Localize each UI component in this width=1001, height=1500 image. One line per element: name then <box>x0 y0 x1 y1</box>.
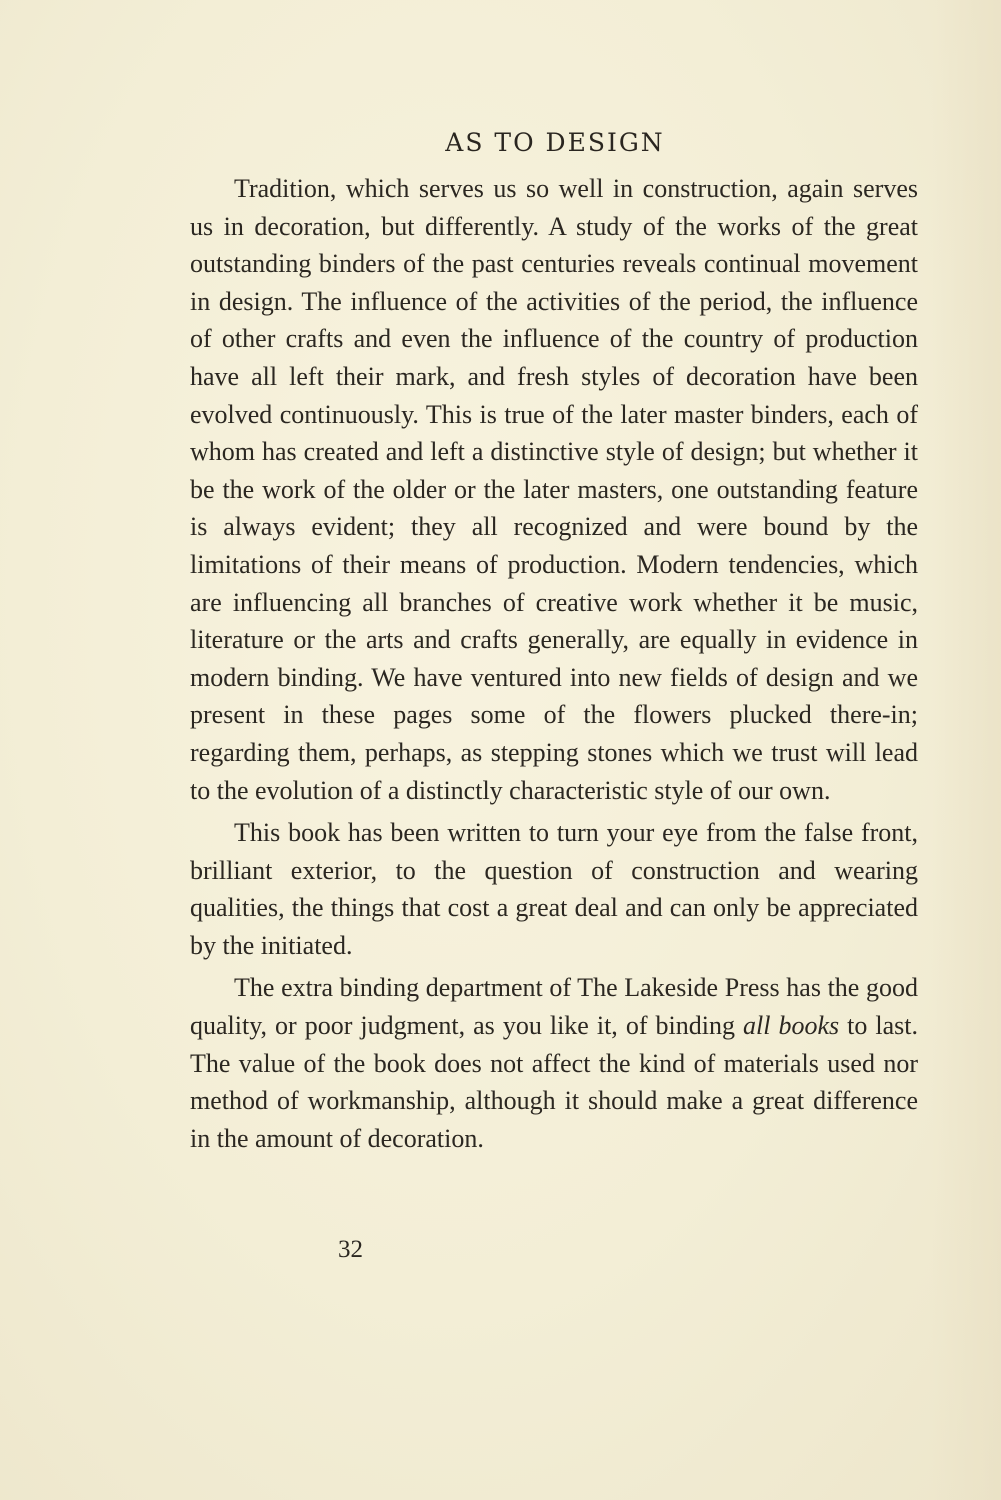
paragraph-text-end: to last. The value of the book does not affect the kind of materials used nor method of workmanship, although it should make a great difference in the amount of decoration. <box>190 1011 918 1153</box>
page-number: 32 <box>338 1236 363 1263</box>
paragraph-tradition: Tradition, which serves us so well in construction, again serves us in decoration, but differently. A study of the works of the great outstanding binders of the past centuries reveals continual movement in design. The influence of the activities of the period, the influence of other crafts and even the influence of the country of production have all left their mark, and fresh styles of decoration have been evolved continuously. This is true of the later master binders, each of whom has created and left a distinctive style of design; but whether it be the work of the older or the later masters, one outstanding feature is always evident; they all recognized and were bound by the limitations of their means of production. Modern tendencies, which are influencing all branches of creative work whether it be music, literature or the arts and crafts generally, are equally in evidence in modern binding. We have ventured into new fields of design and we present in these pages some of the flowers plucked there-in; regarding them, perhaps, as stepping stones which we trust will lead to the evolution of a distinctly characteristic style of our own. <box>190 174 918 805</box>
page-heading: AS TO DESIGN <box>445 128 665 157</box>
body-text <box>190 170 918 1157</box>
paragraph-extra-binding <box>190 969 918 1157</box>
italic-emphasis: all books <box>742 1011 840 1041</box>
paragraph-book-purpose: This book has been written to turn your eye from the false front, brilliant exterior, to the question of construction and wearing qualities, the things that cost a great deal and can only be appreciated by the initiated. <box>190 818 918 960</box>
page-edge-shadow <box>931 0 1001 1500</box>
paragraph-text-start: The extra binding department of The Lakeside Press has the good quality, or poor judgment, as you like it, of binding <box>190 973 918 1041</box>
